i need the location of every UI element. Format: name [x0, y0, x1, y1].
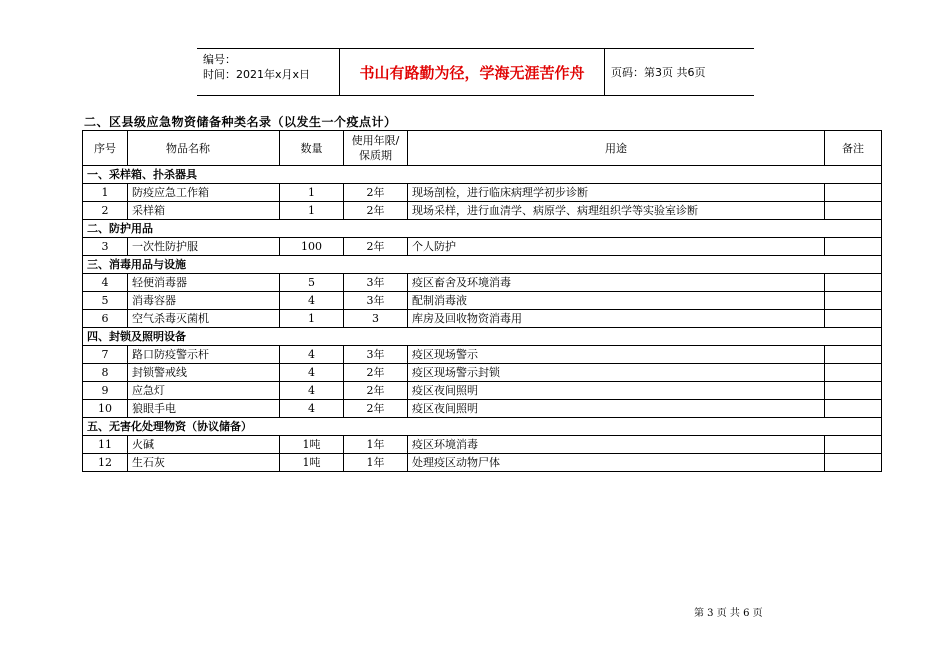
cell-no: 5 — [83, 292, 128, 310]
cell-qty: 1吨 — [280, 436, 344, 454]
cell-no: 4 — [83, 274, 128, 292]
header-meta — [197, 49, 339, 95]
cell-note — [825, 436, 882, 454]
col-header-use: 用途 — [408, 131, 825, 166]
cell-use: 处理疫区动物尸体 — [408, 454, 825, 472]
page-header — [197, 48, 754, 96]
col-header-qty: 数量 — [280, 131, 344, 166]
cell-note — [825, 382, 882, 400]
col-header-life-text: 使用年限/保质期 — [351, 134, 400, 162]
cell-no: 12 — [83, 454, 128, 472]
cell-qty: 4 — [280, 292, 344, 310]
cell-life: 2年 — [344, 400, 408, 418]
cell-name: 一次性防护服 — [128, 238, 280, 256]
cell-use: 个人防护 — [408, 238, 825, 256]
col-header-name: 物品名称 — [128, 131, 280, 166]
cell-note — [825, 202, 882, 220]
cell-life: 2年 — [344, 184, 408, 202]
cell-note — [825, 346, 882, 364]
cell-no: 1 — [83, 184, 128, 202]
cell-name: 路口防疫警示杆 — [128, 346, 280, 364]
table-row — [83, 454, 882, 472]
cell-life: 2年 — [344, 202, 408, 220]
header-page-code: 页码：第3页 共6页 — [611, 66, 706, 79]
cell-name: 采样箱 — [128, 202, 280, 220]
table-row — [83, 274, 882, 292]
section-title: 二、区县级应急物资储备种类名录（以发生一个疫点计） — [84, 115, 397, 129]
table-row — [83, 292, 882, 310]
header-motto: 书山有路勤为径，学海无涯苦作舟 — [339, 49, 605, 95]
table-row — [83, 382, 882, 400]
category-title: 一、采样箱、扑杀器具 — [83, 166, 882, 184]
category-row — [83, 328, 882, 346]
cell-use: 疫区夜间照明 — [408, 400, 825, 418]
table-row — [83, 184, 882, 202]
category-title: 三、消毒用品与设施 — [83, 256, 882, 274]
cell-note — [825, 454, 882, 472]
cell-note — [825, 310, 882, 328]
cell-qty: 1 — [280, 202, 344, 220]
cell-name: 封锁警戒线 — [128, 364, 280, 382]
cell-note — [825, 292, 882, 310]
time-label: 时间：2021年x月x日 — [203, 68, 311, 81]
page-footer: 第 3 页 共 6 页 — [694, 608, 763, 619]
cell-life: 2年 — [344, 382, 408, 400]
category-title: 五、无害化处理物资（协议储备） — [83, 418, 882, 436]
cell-name: 消毒容器 — [128, 292, 280, 310]
category-row — [83, 418, 882, 436]
cell-name: 火碱 — [128, 436, 280, 454]
table-row — [83, 364, 882, 382]
table-row — [83, 346, 882, 364]
cell-life: 3 — [344, 310, 408, 328]
table-body — [83, 166, 882, 472]
table-row — [83, 310, 882, 328]
table-row — [83, 436, 882, 454]
cell-life: 3年 — [344, 292, 408, 310]
cell-use: 疫区环境消毒 — [408, 436, 825, 454]
cell-name: 狼眼手电 — [128, 400, 280, 418]
number-label: 编号： — [203, 53, 236, 66]
cell-note — [825, 400, 882, 418]
cell-life: 2年 — [344, 238, 408, 256]
cell-qty: 1吨 — [280, 454, 344, 472]
cell-no: 2 — [83, 202, 128, 220]
cell-use: 疫区现场警示 — [408, 346, 825, 364]
cell-no: 11 — [83, 436, 128, 454]
cell-note — [825, 238, 882, 256]
supplies-table — [82, 130, 882, 472]
cell-qty: 4 — [280, 346, 344, 364]
cell-name: 应急灯 — [128, 382, 280, 400]
cell-life: 3年 — [344, 346, 408, 364]
cell-life: 2年 — [344, 364, 408, 382]
cell-use: 现场剖检，进行临床病理学初步诊断 — [408, 184, 825, 202]
cell-name: 防疫应急工作箱 — [128, 184, 280, 202]
table-row — [83, 400, 882, 418]
col-header-life — [344, 131, 408, 166]
cell-note — [825, 364, 882, 382]
cell-qty: 1 — [280, 184, 344, 202]
cell-use: 疫区畜舍及环境消毒 — [408, 274, 825, 292]
cell-life: 1年 — [344, 454, 408, 472]
cell-no: 3 — [83, 238, 128, 256]
cell-qty: 5 — [280, 274, 344, 292]
cell-qty: 1 — [280, 310, 344, 328]
cell-note — [825, 274, 882, 292]
col-header-no: 序号 — [83, 131, 128, 166]
cell-life: 1年 — [344, 436, 408, 454]
table-row — [83, 238, 882, 256]
cell-qty: 4 — [280, 382, 344, 400]
cell-use: 疫区夜间照明 — [408, 382, 825, 400]
cell-no: 6 — [83, 310, 128, 328]
cell-life: 3年 — [344, 274, 408, 292]
cell-note — [825, 184, 882, 202]
cell-name: 生石灰 — [128, 454, 280, 472]
cell-qty: 4 — [280, 364, 344, 382]
cell-use: 配制消毒液 — [408, 292, 825, 310]
category-title: 四、封锁及照明设备 — [83, 328, 882, 346]
cell-no: 10 — [83, 400, 128, 418]
cell-name: 轻便消毒器 — [128, 274, 280, 292]
cell-name: 空气杀毒灭菌机 — [128, 310, 280, 328]
cell-qty: 4 — [280, 400, 344, 418]
category-row — [83, 256, 882, 274]
category-title: 二、防护用品 — [83, 220, 882, 238]
cell-qty: 100 — [280, 238, 344, 256]
cell-no: 8 — [83, 364, 128, 382]
table-row — [83, 202, 882, 220]
cell-use: 现场采样，进行血清学、病原学、病理组织学等实验室诊断 — [408, 202, 825, 220]
category-row — [83, 220, 882, 238]
cell-use: 疫区现场警示封锁 — [408, 364, 825, 382]
col-header-note: 备注 — [825, 131, 882, 166]
cell-use: 库房及回收物资消毒用 — [408, 310, 825, 328]
cell-no: 7 — [83, 346, 128, 364]
cell-no: 9 — [83, 382, 128, 400]
table-header-row — [83, 131, 882, 166]
category-row — [83, 166, 882, 184]
